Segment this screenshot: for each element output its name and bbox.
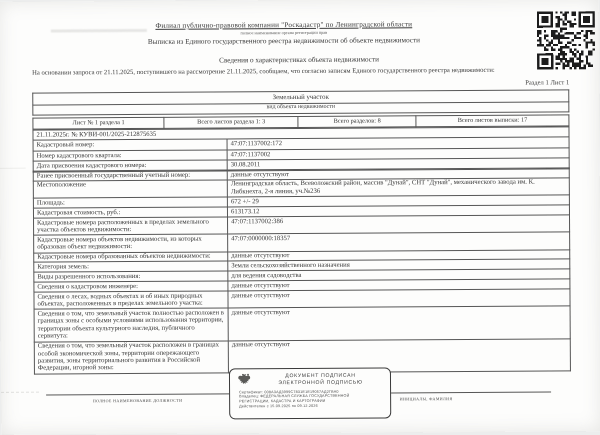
stamp-title	[257, 372, 384, 386]
row-label: Кадастровые номера расположенных в пределах земельного участка объектов недвижимости:	[34, 217, 228, 235]
scan-artifact	[1, 391, 41, 392]
section-title: Сведения о характеристиках объекта недвижимости	[219, 55, 379, 65]
row-value: Ленинградская область, Всеволожский район, массив "Дунай", СНТ "Дунай", механического завода им. К. Либкнехта, 2-я линия, уч.№236	[227, 178, 569, 197]
row-value: данные отсутствуют	[228, 338, 570, 372]
row-value: данные отсутствуют	[228, 249, 570, 261]
row-label: Сведения о кадастровом инженере:	[34, 281, 228, 292]
request-number: 21.11.2025г. № КУВИ-001/2025-212875635	[33, 127, 569, 141]
row-label: Ранее присвоенный государственный учетный номер:	[33, 170, 227, 181]
signature-line-position	[46, 393, 229, 395]
scan-artifact	[0, 168, 26, 169]
object-type-table	[32, 89, 569, 115]
row-label: Сведения о том, что земельный участок полностью расположен в границах зоны с особыми условиями использования территории, территории объекта культурного наследия, публичного сервитута:	[34, 308, 228, 341]
org-caption: полное наименование органа регистрации прав	[240, 29, 328, 36]
object-type: Земельный участок	[33, 90, 569, 105]
row-value: данные отсутствуют	[227, 168, 569, 180]
row-value: 30.08.2011	[227, 158, 569, 170]
row-value: 672 +/- 29	[227, 195, 569, 207]
table-row	[34, 306, 570, 341]
sheet-info-cell: Лист № 1 раздела 1	[33, 117, 164, 129]
row-value: 613173.12	[227, 205, 569, 217]
row-label: Кадастровая стоимость, руб.:	[33, 207, 227, 218]
row-value: 47:07:0000000:18357	[228, 232, 570, 251]
row-label: Сведения о лесах, водных объектах и об иных природных объектах, расположенных в пределах земельного участка:	[34, 291, 228, 309]
sheet-info-cell: Всего разделов: 8	[298, 115, 416, 127]
row-value: данные отсутствуют	[228, 306, 570, 340]
position-label: полное наименование должности	[92, 398, 183, 404]
name-label: инициалы, фамилия	[399, 396, 453, 402]
row-value: 47:07:1137002	[227, 148, 569, 160]
row-value: данные отсутствуют	[228, 289, 570, 308]
doc-title: Выписка из Единого государственного реестра недвижимости об объекте недвижимости	[147, 35, 421, 46]
stamp-validity: Действителен с 15.09.2025 по 09.12.2026	[239, 403, 318, 409]
row-value: 47:07:1137002:172	[227, 137, 569, 149]
coat-of-arms-icon	[237, 372, 254, 387]
row-label: Номер кадастрового квартала:	[33, 150, 227, 162]
row-label: Кадастровые номера образованных объектов недвижимости:	[34, 252, 228, 263]
row-value: данные отсутствуют	[228, 279, 570, 291]
basis-line: На основании запроса от 21.11.2025, поступившего на рассмотрение 21.11.2025, сообщаем, что согласно записям Единого государственного реестра недвижимости:	[32, 66, 495, 77]
org-title: Филиал публично-правовой компании "Роскадастр" по Ленинградской области	[155, 20, 413, 30]
signature-line-name	[391, 391, 551, 393]
stamp-owner-2: РЕГИСТРАЦИИ, КАДАСТРА И КАРТОГРАФИИ	[239, 398, 326, 404]
object-type-caption: вид объекта недвижимости	[33, 102, 569, 115]
row-label: Категория земель:	[34, 261, 228, 272]
row-label: Кадастровые номера объектов недвижимости, из которых образован объект недвижимости:	[34, 234, 228, 252]
stamp-owner-1: Владелец: ФЕДЕРАЛЬНАЯ СЛУЖБА ГОСУДАРСТВЕННОЙ	[239, 393, 350, 399]
row-value: Земли сельскохозяйственного назначения	[228, 259, 570, 271]
cadastral-number-table	[32, 126, 569, 172]
section-sheet-ref: Раздел 1 Лист 1	[525, 79, 570, 87]
stamp-details	[230, 387, 390, 409]
row-value: 47:07:1137002:386	[228, 215, 570, 234]
sheet-info-cell: Всего листов выписки: 17	[416, 114, 569, 126]
row-label: Площадь:	[33, 197, 227, 208]
stamp-line2: ЭЛЕКТРОННОЙ ПОДПИСЬЮ	[278, 379, 363, 386]
sheet-info-cell: Всего листов раздела 1: 3	[164, 116, 298, 128]
row-label: Сведения о том, что земельный участок расположен в границах особой экономической зоны, территории опережающего развития, зоны территориального развития в Российской Федерации, игорной зоны:	[34, 340, 228, 373]
row-value: для ведения садоводства	[228, 269, 570, 281]
row-label: Виды разрешенного использования:	[34, 271, 228, 282]
row-label: Местоположение	[33, 180, 227, 198]
digital-signature-stamp	[229, 367, 391, 419]
stamp-certificate: Сертификат: 008А3АД3999С7831Е1Е19057АД2ГВА0	[239, 389, 339, 394]
stamp-line1: ДОКУМЕНТ ПОДПИСАН	[285, 372, 356, 379]
row-label: Дата присвоения кадастрового номера:	[33, 160, 227, 172]
row-label: Кадастровый номер:	[33, 139, 227, 151]
object-details-table	[33, 167, 571, 374]
